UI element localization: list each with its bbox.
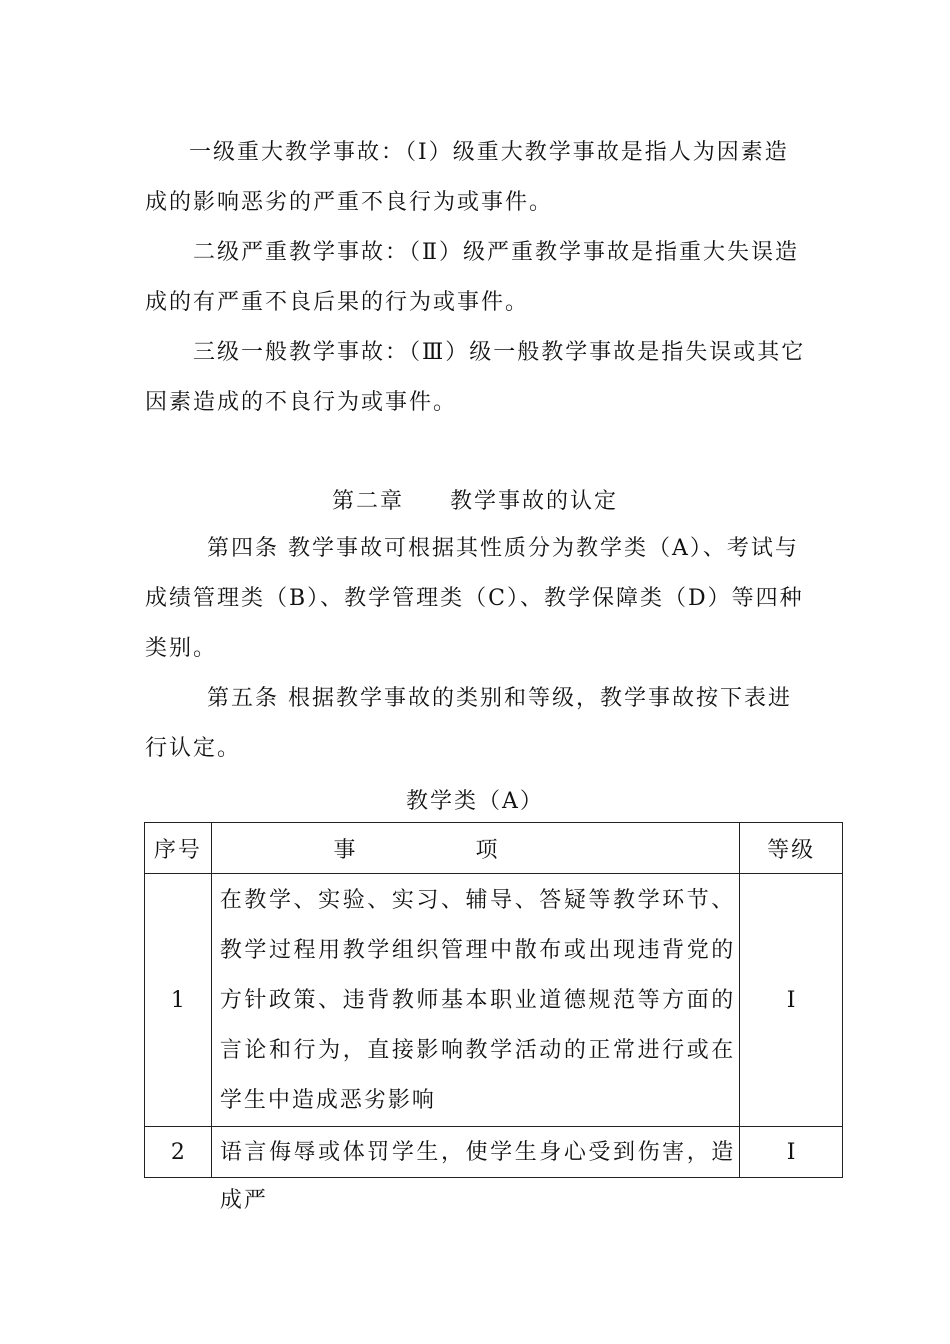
header-no: 序号 (145, 823, 212, 874)
row-item (211, 1127, 739, 1213)
header-item-label: 事项 (333, 837, 618, 863)
row-level: Ⅰ (740, 874, 843, 1127)
article-4: 第四条 教学事故可根据其性质分为教学类（A）、考试与成绩管理类（B）、教学管理类（C）、教学保障类（D）等四种类别。 (145, 536, 804, 661)
table-row (145, 1127, 843, 1178)
row-level: Ⅰ (740, 1127, 843, 1178)
chapter-number: 第二章 (331, 489, 404, 514)
table-header-row (145, 823, 843, 874)
header-item (211, 823, 739, 874)
chapter-heading (0, 484, 950, 515)
row-no: 2 (145, 1127, 212, 1178)
row-no: 1 (145, 874, 212, 1127)
table-title: 教学类（A） (406, 789, 544, 814)
row-item (211, 874, 739, 1127)
paragraph-level1: 一级重大教学事故：（Ⅰ）级重大教学事故是指人为因素造成的影响恶劣的严重不良行为或事件。 (145, 140, 789, 215)
header-level: 等级 (740, 823, 843, 874)
row-item-text: 在教学、实验、实习、辅导、答疑等教学环节、教学过程用教学组织管理中散布或出现违背党的方针政策、违背教师基本职业道德规范等方面的言论和行为，直接影响教学活动的正常进行或在学生中造成恶劣影响 (219, 888, 736, 1113)
chapter-title: 教学事故的认定 (450, 489, 619, 514)
paragraph-level2: 二级严重教学事故：（Ⅱ）级严重教学事故是指重大失误造成的有严重不良后果的行为或事件。 (145, 240, 799, 315)
incident-table (144, 822, 843, 1213)
table-row (145, 874, 843, 1127)
article-5: 第五条 根据教学事故的类别和等级，教学事故按下表进行认定。 (145, 686, 792, 761)
row-item-text: 语言侮辱或体罚学生，使学生身心受到伤害，造成严 (219, 1140, 736, 1213)
paragraph-level3: 三级一般教学事故：（Ⅲ）级一般教学事故是指失误或其它因素造成的不良行为或事件。 (145, 340, 806, 415)
